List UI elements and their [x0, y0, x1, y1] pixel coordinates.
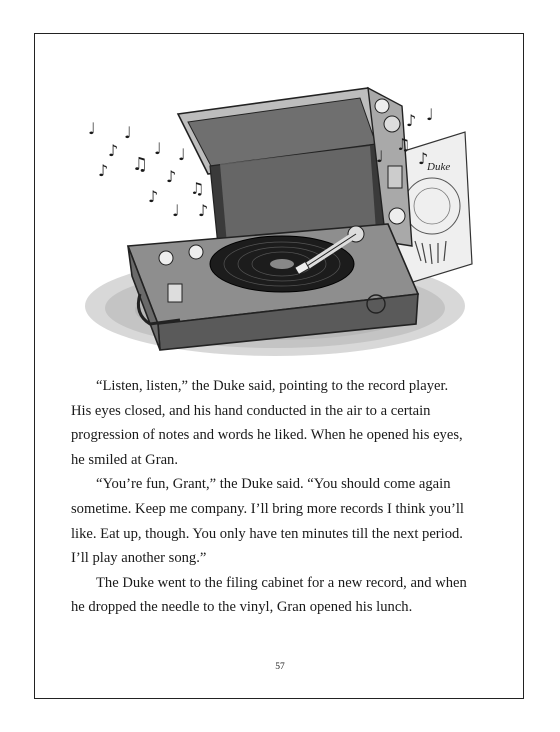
- record-player-illustration: [70, 46, 480, 364]
- vinyl-record: [210, 236, 354, 292]
- svg-text:♪: ♪: [406, 111, 417, 130]
- text-line: progression of notes and words he liked. When he opened his eyes,: [71, 427, 463, 444]
- text-line: “You’re fun, Grant,” the Duke said. “You should come again: [96, 476, 451, 493]
- poster-text: Duke: [427, 161, 451, 173]
- text-line: he dropped the needle to the vinyl, Gran opened his lunch.: [71, 599, 413, 616]
- page-number: 57: [275, 662, 285, 672]
- text-line: he smiled at Gran.: [71, 451, 178, 468]
- svg-text:♫: ♫: [396, 135, 411, 154]
- text-line: sometime. Keep me company. I’ll bring more records I think you’ll: [71, 500, 464, 517]
- text-line: “Listen, listen,” the Duke said, pointing to the record player.: [96, 378, 449, 394]
- text-line: I’ll play another song.”: [71, 550, 207, 567]
- svg-text:♩: ♩: [124, 123, 132, 142]
- svg-text:♪: ♪: [148, 187, 159, 206]
- svg-text:♪: ♪: [166, 167, 177, 186]
- body-text: [71, 374, 479, 620]
- text-line: His eyes closed, and his hand conducted in the air to a certain: [71, 402, 431, 419]
- svg-text:♫: ♫: [190, 179, 205, 198]
- text-line: The Duke went to the filing cabinet for a new record, and when: [96, 574, 467, 591]
- svg-text:♪: ♪: [98, 161, 109, 180]
- text-line: like. Eat up, though. You only have ten minutes till the next period.: [71, 525, 463, 542]
- svg-text:♩: ♩: [154, 139, 162, 158]
- svg-text:♪: ♪: [198, 201, 209, 220]
- svg-text:♩: ♩: [426, 105, 434, 124]
- svg-text:♩: ♩: [178, 145, 186, 164]
- svg-text:♫: ♫: [132, 154, 149, 175]
- svg-text:♪: ♪: [418, 149, 429, 168]
- svg-text:♩: ♩: [88, 119, 96, 138]
- svg-text:♪: ♪: [108, 141, 119, 160]
- svg-text:♩: ♩: [172, 201, 180, 220]
- svg-text:♩: ♩: [376, 147, 384, 166]
